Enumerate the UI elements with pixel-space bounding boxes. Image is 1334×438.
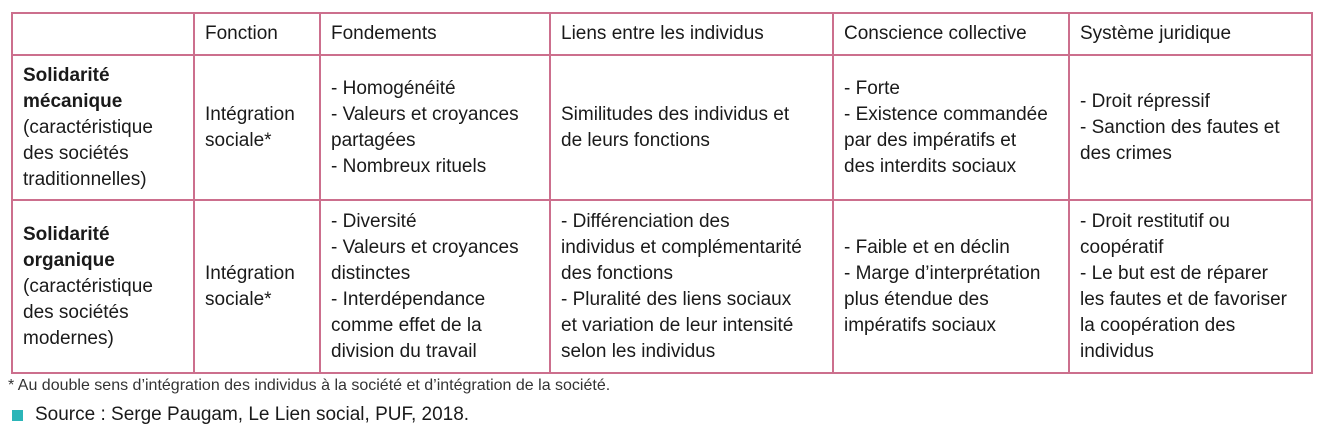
header-empty [12, 13, 194, 55]
cell-line: partagées [331, 129, 416, 151]
cell-line: - Le but est de réparer [1080, 262, 1268, 284]
cell-line: individus [1080, 340, 1154, 362]
cell-conscience [833, 200, 1069, 373]
cell-line: comme effet de la [331, 314, 482, 336]
row-label-description: des sociétés [23, 142, 129, 164]
cell-line: selon les individus [561, 340, 716, 362]
row-label-title: mécanique [23, 90, 123, 112]
header-conscience: Conscience collective [833, 13, 1069, 55]
cell-liens [550, 200, 833, 373]
row-label-title: organique [23, 249, 115, 271]
cell-line: par des impératifs et [844, 129, 1017, 151]
cell-line: de leurs fonctions [561, 129, 710, 151]
cell-line: - Homogénéité [331, 77, 456, 99]
row-label-description: modernes) [23, 327, 114, 349]
cell-liens [550, 55, 833, 200]
cell-line: - Valeurs et croyances [331, 103, 519, 125]
cell-line: la coopération des [1080, 314, 1236, 336]
table-header-row [12, 13, 1312, 55]
row-label-description: des sociétés [23, 301, 129, 323]
solidarity-table [11, 12, 1313, 374]
cell-line: des crimes [1080, 142, 1172, 164]
cell-line: coopératif [1080, 236, 1164, 258]
cell-line: - Marge d’interprétation [844, 262, 1041, 284]
cell-line: - Forte [844, 77, 900, 99]
cell-fonction [194, 55, 320, 200]
row-label-title: Solidarité [23, 64, 110, 86]
cell-line: division du travail [331, 340, 477, 362]
cell-line: - Droit restitutif ou [1080, 210, 1230, 232]
cell-line: - Différenciation des [561, 210, 730, 232]
cell-juridique [1069, 55, 1312, 200]
cell-line: Intégration [205, 103, 295, 125]
cell-line: - Pluralité des liens sociaux [561, 288, 792, 310]
table-row [12, 55, 1312, 200]
row-label-cell [12, 55, 194, 200]
cell-conscience [833, 55, 1069, 200]
cell-line: - Sanction des fautes et [1080, 116, 1280, 138]
footnote: * Au double sens d’intégration des individus à la société et d’intégration de la société. [8, 377, 611, 394]
cell-line: Intégration [205, 262, 295, 284]
row-label-cell [12, 200, 194, 373]
square-marker-icon [12, 410, 23, 421]
row-label-description: (caractéristique [23, 275, 153, 297]
cell-line: impératifs sociaux [844, 314, 997, 336]
cell-line: - Nombreux rituels [331, 155, 487, 177]
cell-fondements [320, 200, 550, 373]
cell-line: plus étendue des [844, 288, 989, 310]
header-juridique: Système juridique [1069, 13, 1312, 55]
row-label-title: Solidarité [23, 223, 110, 245]
cell-line: - Diversité [331, 210, 417, 232]
cell-line: des fonctions [561, 262, 673, 284]
source-text: Source : Serge Paugam, Le Lien social, PUF, 2018. [35, 404, 470, 425]
cell-line: distinctes [331, 262, 411, 284]
row-label-description: (caractéristique [23, 116, 153, 138]
cell-line: - Faible et en déclin [844, 236, 1010, 258]
cell-line: - Droit répressif [1080, 90, 1210, 112]
row-label-description: traditionnelles) [23, 168, 147, 190]
cell-line: des interdits sociaux [844, 155, 1017, 177]
table-row [12, 200, 1312, 373]
cell-fondements [320, 55, 550, 200]
cell-juridique [1069, 200, 1312, 373]
header-liens: Liens entre les individus [550, 13, 833, 55]
header-fondements: Fondements [320, 13, 550, 55]
cell-line: - Existence commandée [844, 103, 1048, 125]
cell-line: sociale* [205, 129, 272, 151]
header-fonction: Fonction [194, 13, 320, 55]
cell-line: individus et complémentarité [561, 236, 802, 258]
cell-line: sociale* [205, 288, 272, 310]
cell-line: - Interdépendance [331, 288, 486, 310]
cell-line: Similitudes des individus et [561, 103, 790, 125]
cell-line: et variation de leur intensité [561, 314, 794, 336]
source-line [12, 404, 469, 426]
cell-line: - Valeurs et croyances [331, 236, 519, 258]
cell-line: les fautes et de favoriser [1080, 288, 1287, 310]
cell-fonction [194, 200, 320, 373]
